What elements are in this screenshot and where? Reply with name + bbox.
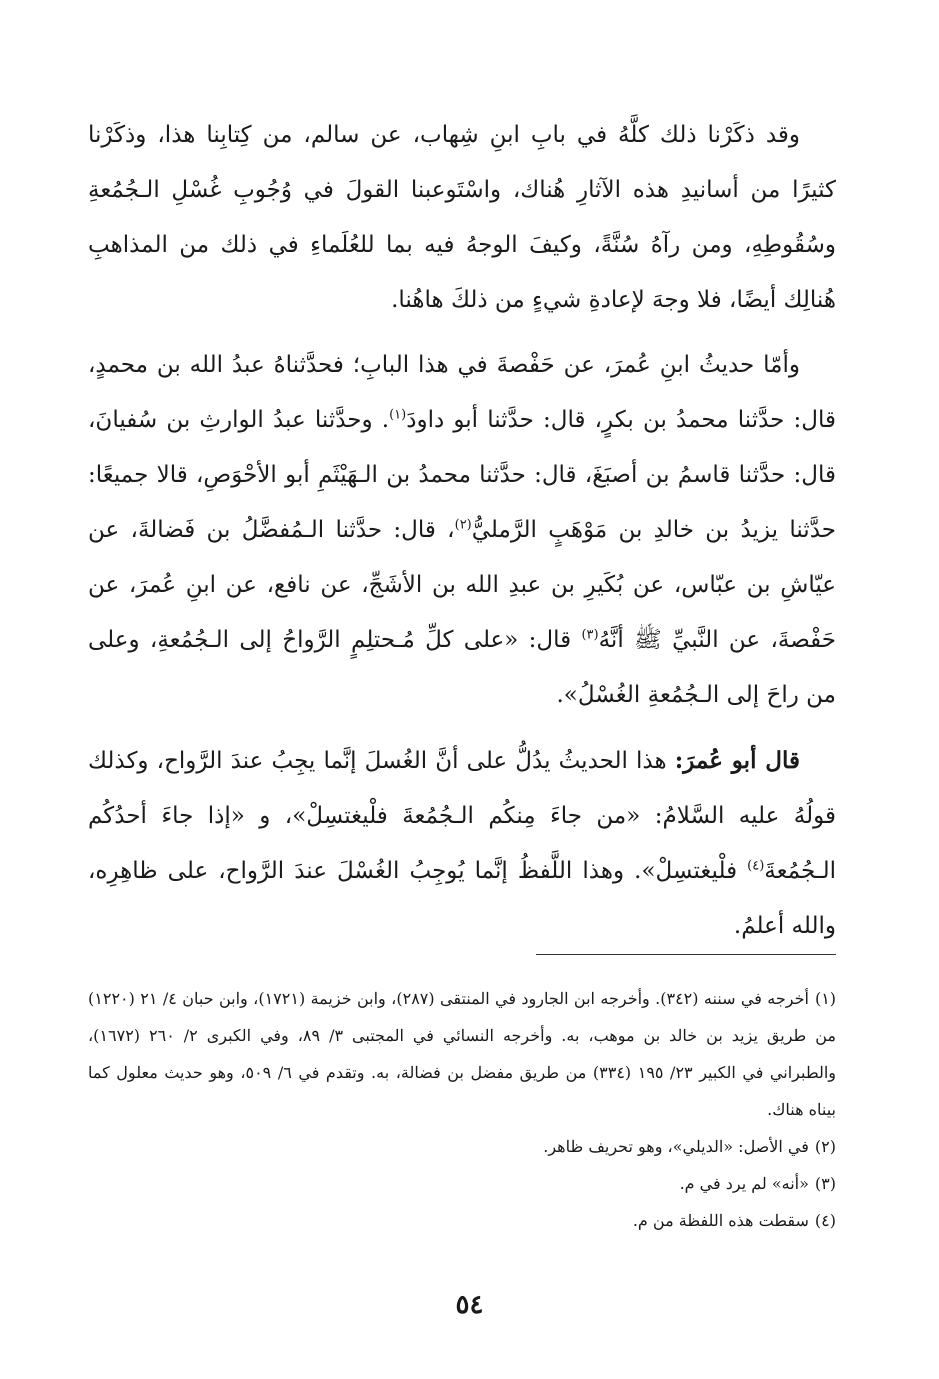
body-paragraph-3 xyxy=(88,733,836,954)
footnote-number: (٤) xyxy=(814,1211,836,1230)
paragraph-text: . وحدَّثنا عبدُ الوارثِ بن سُفيانَ، قال: حدَّثنا قاسمُ بن أصبَغَ، قال: حدَّثنا محمدُ بن الـهَيْثَمِ أبو الأحْوَصِ، قالا جميعًا: حدَّثنا يزيدُ بن خالدِ بن مَوْهَبٍ الرَّمليُّ xyxy=(88,407,836,543)
paragraph-text: قال: «على كلِّ مُـحتلِمٍ الرَّواحُ إلى الـجُمُعةِ، وعلى من راحَ إلى الـجُمُعةِ الغُسْلُ». xyxy=(88,627,836,708)
footnote-1 xyxy=(88,980,836,1128)
footnote-marker-3: (٣) xyxy=(581,627,599,643)
paragraph-lead: قال أبو عُمرَ: xyxy=(674,747,801,774)
paragraph-text: هذا الحديثُ يدُلُّ على أنَّ الغُسلَ إنَّما يجِبُ عندَ الرَّواح، وكذلك قولُهُ عليه السَّلامُ: «من جاءَ مِنكُم الـجُمُعةَ فلْيغتسِلْ»، و «إذا جاءَ أحدُكُم الـجُمُعةَ xyxy=(88,748,836,884)
footnote-3 xyxy=(88,1165,836,1202)
footnote-text: «أنه» لم يرد في م. xyxy=(679,1174,809,1193)
footnote-marker-1: (١) xyxy=(389,407,407,423)
footnote-text: أخرجه في سننه (٣٤٢). وأخرجه ابن الجارود في المنتقى (٢٨٧)، وابن خزيمة (١٧٢١)، وابن حبان ٤/ ٢١ (١٢٢٠) من طريق يزيد بن خالد بن موهب، به. وأخرجه النسائي في المجتبى ٣/ ٨٩، وفي الكبرى ٢/ ٢٦٠ (١٦٧٢)، والطبراني في الكبير ٢٣/ ١٩٥ (٣٣٤) من طريق مفضل بن فضالة، به. وتقدم في ٦/ ٥٠٩، وهو حديث معلول كما بيناه هناك. xyxy=(88,989,836,1119)
footnote-number: (١) xyxy=(814,989,837,1008)
page-content xyxy=(88,108,837,1230)
footnote-number: (٣) xyxy=(814,1174,836,1193)
paragraph-text: وأمّا حديثُ ابنِ عُمرَ، عن حَفْصةَ في هذا البابِ؛ فحدَّثناهُ عبدُ الله بن محمدٍ، قال: حدَّثنا محمدُ بن بكرٍ، قال: حدَّثنا أبو داودَ xyxy=(88,352,837,433)
footnote-4 xyxy=(88,1202,836,1239)
footnotes xyxy=(88,980,836,1239)
page-number: ٥٤ xyxy=(455,1290,484,1320)
footnote-marker-4: (٤) xyxy=(747,858,765,874)
footnote-number: (٢) xyxy=(814,1137,836,1156)
footnote-2 xyxy=(88,1128,836,1165)
body-paragraph-1 xyxy=(88,108,836,328)
paragraph-text: وقد ذكَرْنا ذلك كلَّهُ في بابِ ابنِ شِهاب، عن سالم، من كِتابِنا هذا، وذكَرْنا كثيرًا من أسانيدِ هذه الآثارِ هُناك، واسْتَوعبنا القولَ في وُجُوبِ غُسْلِ الـجُمُعةِ وسُقُوطِهِ، ومن رآهُ سُنَّةً، وكيفَ الوجهُ فيه بما للعُلَماءِ في ذلك من المذاهبِ هُنالِك أيضًا، فلا وجهَ لإعادةِ شيءٍ من ذلكَ هاهُنا. xyxy=(88,122,836,313)
footnote-marker-2: (٢) xyxy=(454,517,472,533)
paragraph-text: فلْيغتسِلْ». وهذا اللَّفظُ إنَّما يُوجِبُ الغُسْلَ عندَ الرَّواح، على ظاهِرِه، والله أعلمُ. xyxy=(88,858,836,939)
footnote-text: سقطت هذه اللفظة من م. xyxy=(632,1211,809,1230)
paragraph-text: ، قال: حدَّثنا الـمُفضَّلُ بن فَضالةَ، عن عيّاشِ بن عبّاس، عن بُكَيرِ بن عبدِ الله بن الأشَجِّ، عن نافع، عن ابنِ عُمرَ، عن حَفْصةَ، عن النَّبيِّ ﷺ أنَّهُ xyxy=(88,517,836,653)
footnote-divider xyxy=(536,954,836,955)
body-paragraph-2 xyxy=(88,338,836,723)
footnote-text: في الأصل: «الديلي»، وهو تحريف ظاهر. xyxy=(543,1137,809,1156)
